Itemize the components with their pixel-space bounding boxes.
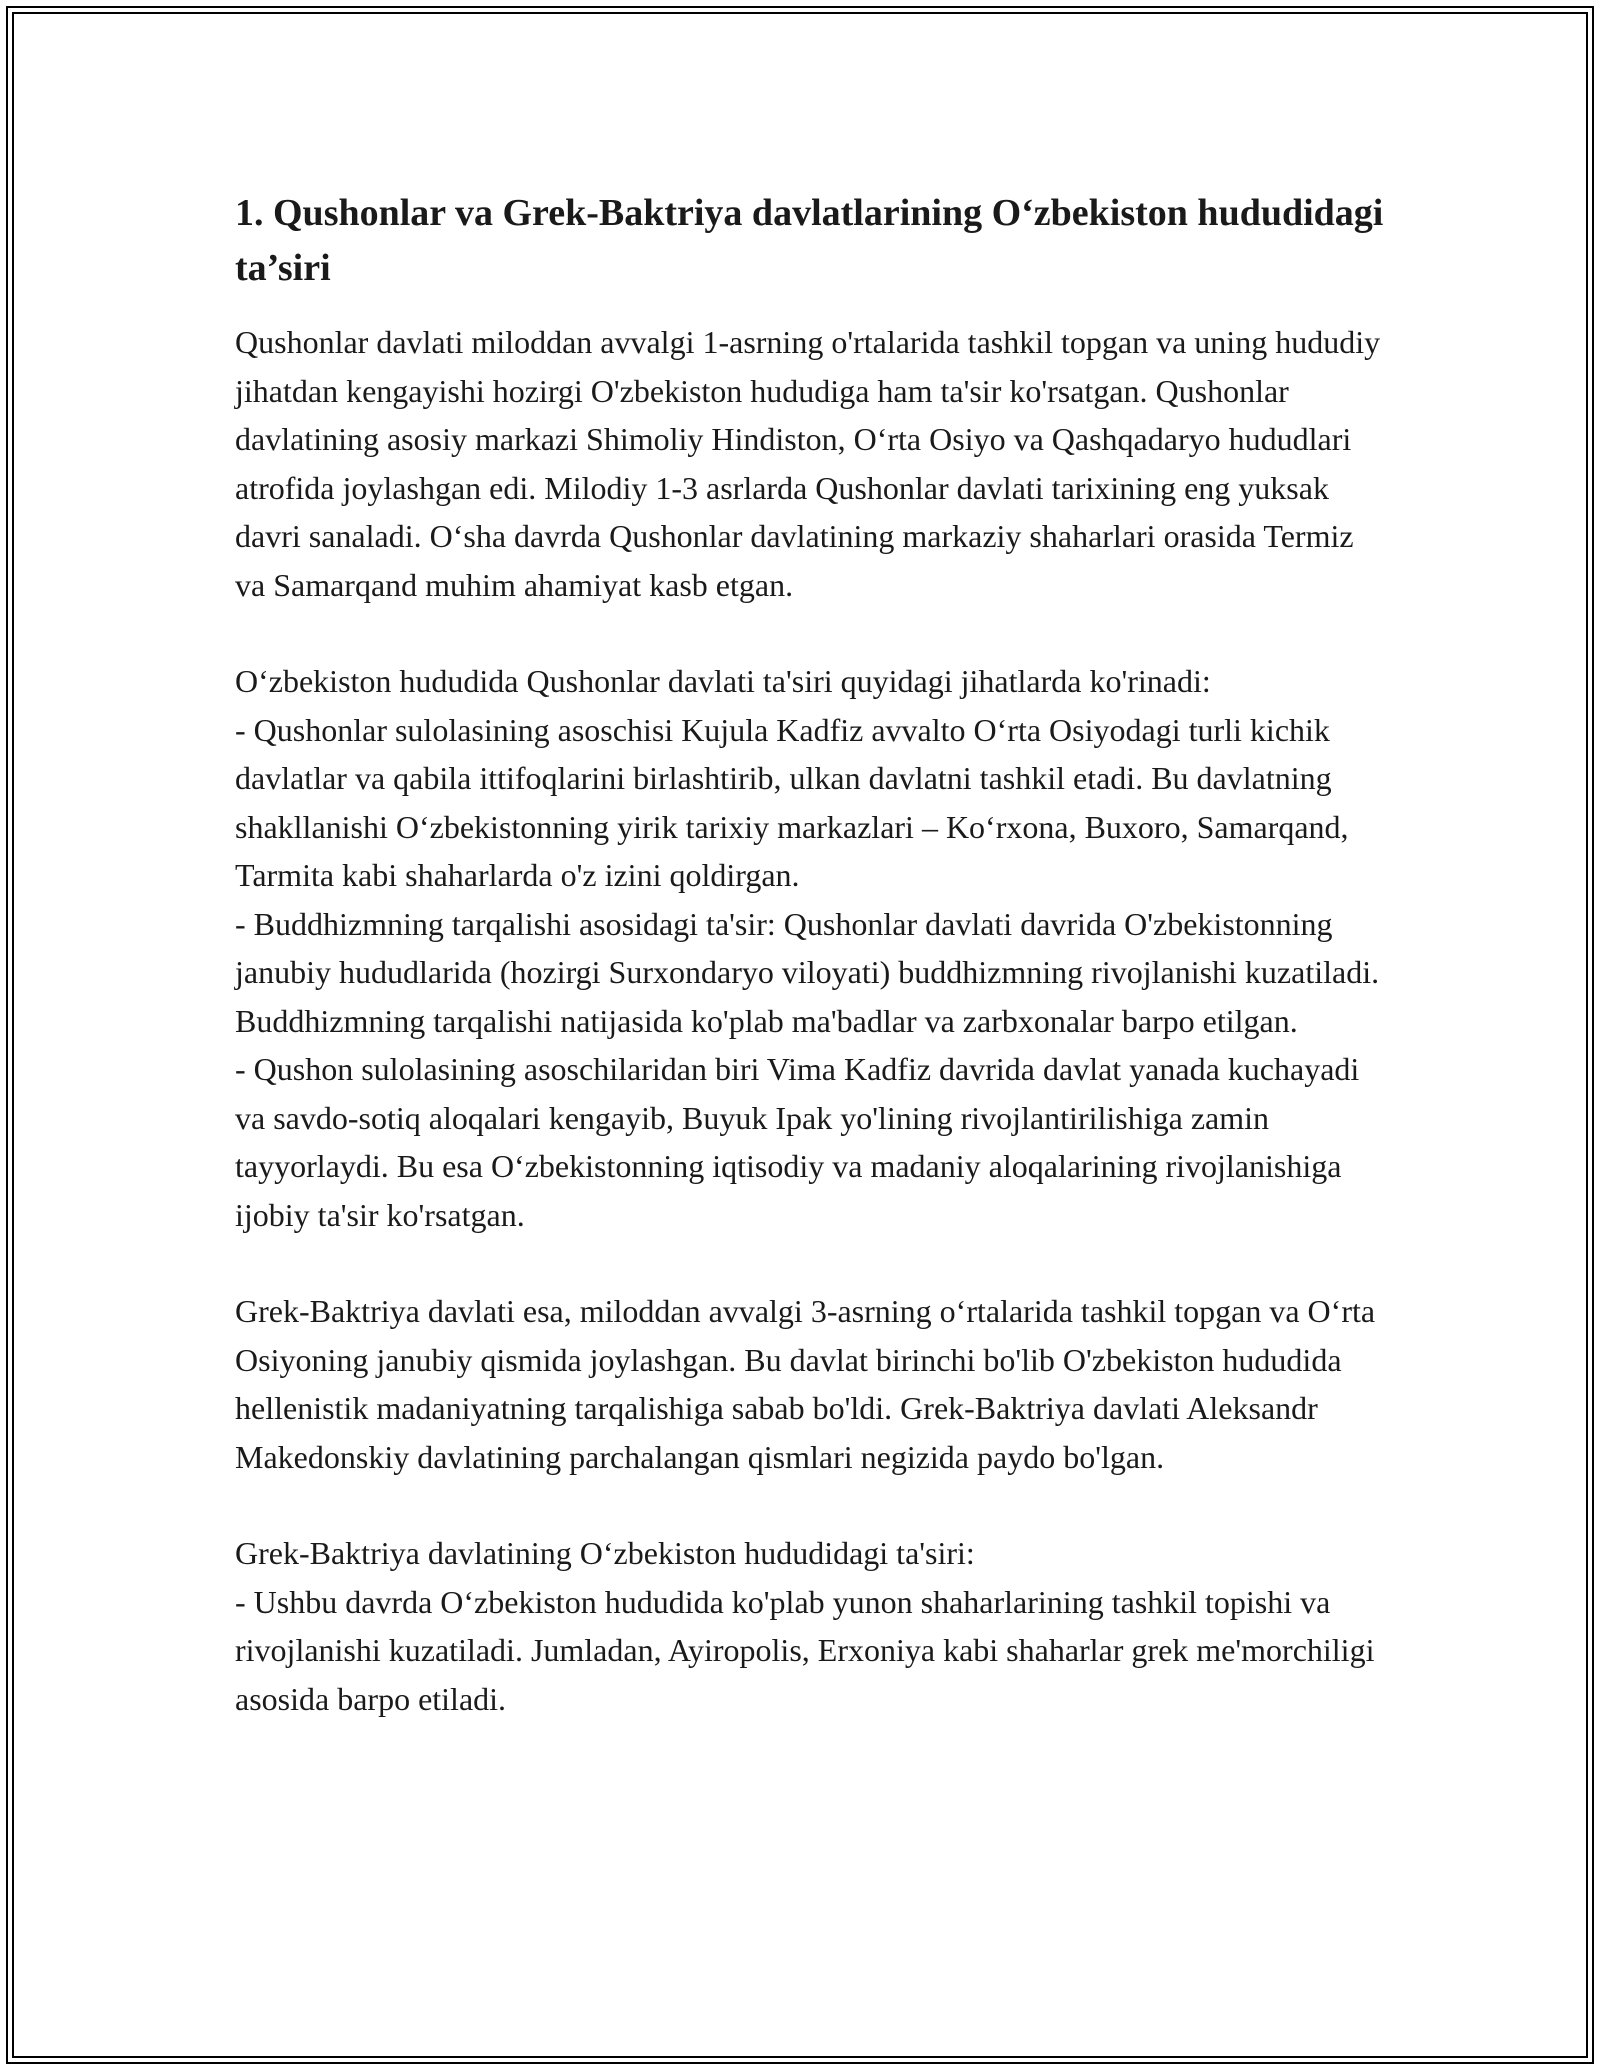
paragraph-qushonlar-intro [235,318,1385,609]
paragraph-grek-baktriya-intro [235,1287,1385,1481]
list-item: - Qushonlar sulolasining asoschisi Kujula Kadfiz avvalto O‘rta Osiyodagi turli kichik davlatlar va qabila ittifoqlarini birlashtirib, ulkan davlatni tashkil etadi. Bu davlatning shakllanishi O‘zbekistonning yirik tarixiy markazlari – Ko‘rxona, Buxoro, Samarqand, Tarmita kabi shaharlarda o'z izini qoldirgan. [235,711,1349,893]
paragraph-text: Qushonlar davlati miloddan avvalgi 1-asrning o'rtalarida tashkil topgan va uning hududiy jihatdan kengayishi hozirgi O'zbekiston hududiga ham ta'sir ko'rsatgan. Qushonlar davlatining asosiy markazi Shimoliy Hindiston, O‘rta Osiyo va Qashqadaryo hududlari atrofida joylashgan edi. Milodiy 1-3 asrlarda Qushonlar davlati tarixining eng yuksak davri sanaladi. O‘sha davrda Qushonlar davlatining markaziy shaharlari orasida Termiz va Samarqand muhim ahamiyat kasb etgan. [235,324,1381,603]
paragraph-text: Grek-Baktriya davlati esa, miloddan avvalgi 3-asrning o‘rtalarida tashkil topgan va O‘rta Osiyoning janubiy qismida joylashgan. Bu davlat birinchi bo'lib O'zbekiston hududida hellenistik madaniyatning tarqalishiga sabab bo'ldi. Grek-Baktriya davlati Aleksandr Makedonskiy davlatining parchalangan qismlari negizida paydo bo'lgan. [235,1293,1376,1475]
paragraph-grek-baktriya-influence [235,1529,1385,1723]
list-item: - Buddhizmning tarqalishi asosidagi ta'sir: Qushonlar davlati davrida O'zbekistonning janubiy hududlarida (hozirgi Surxondaryo viloyati) buddhizmning rivojlanishi kuzatiladi. Buddhizmning tarqalishi natijasida ko'plab ma'badlar va zarbxonalar barpo etilgan. [235,905,1380,1039]
paragraph-lead: Grek-Baktriya davlatining O‘zbekiston hududidagi ta'siri: [235,1535,975,1571]
document-title: 1. Qushonlar va Grek-Baktriya davlatlarining O‘zbekiston hududidagi ta’siri [235,192,1384,289]
paragraph-gap [235,1481,1385,1529]
list-item: - Qushon sulolasining asoschilaridan biri Vima Kadfiz davrida davlat yanada kuchayadi va savdo-sotiq aloqalari kengayib, Buyuk Ipak yo'lining rivojlantirilishiga zamin tayyorlaydi. Bu esa O‘zbekistonning iqtisodiy va madaniy aloqalarining rivojlanishiga ijobiy ta'sir ko'rsatgan. [235,1051,1360,1233]
document-body [235,186,1385,1723]
paragraph-qushonlar-influence [235,657,1385,1239]
paragraph-gap [235,1239,1385,1287]
paragraph-gap [235,609,1385,657]
paragraph-lead: O‘zbekiston hududida Qushonlar davlati ta'siri quyidagi jihatlarda ko'rinadi: [235,663,1211,699]
list-item: - Ushbu davrda O‘zbekiston hududida ko'plab yunon shaharlarining tashkil topishi va rivojlanishi kuzatiladi. Jumladan, Ayiropolis, Erxoniya kabi shaharlar grek me'morchiligi asosida barpo etiladi. [235,1583,1375,1717]
